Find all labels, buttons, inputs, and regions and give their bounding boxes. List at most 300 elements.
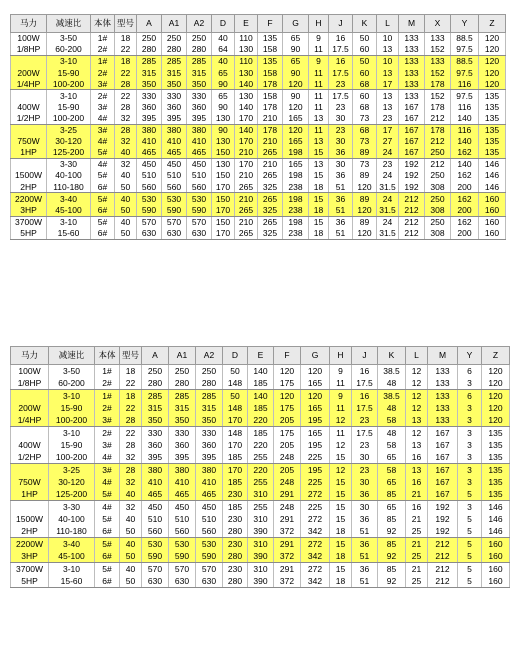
table-cell: 330: [187, 90, 212, 102]
table-cell: 25: [406, 575, 428, 588]
table-cell: 630: [187, 228, 212, 240]
table-cell: 167: [399, 113, 425, 125]
table-cell: 16: [352, 390, 378, 403]
power-cell: 3700W: [11, 216, 47, 228]
table-cell: 12: [330, 439, 352, 451]
table-cell: 50: [115, 228, 137, 240]
table-cell: 116: [451, 78, 479, 90]
table-cell: 285: [187, 56, 212, 68]
table-cell: 450: [169, 501, 196, 514]
table-cell: 272: [301, 513, 330, 525]
table-cell: 3: [458, 501, 482, 514]
table-cell: 195: [301, 414, 330, 427]
column-header: K: [378, 347, 406, 365]
table-cell: 280: [223, 550, 248, 563]
table-cell: 18: [120, 390, 142, 403]
table-cell: 28: [120, 414, 142, 427]
table-cell: 146: [479, 159, 506, 171]
table-cell: 510: [142, 513, 169, 525]
table-cell: 146: [479, 170, 506, 181]
power-cell: 3HP: [11, 550, 49, 563]
table-cell: 205: [274, 414, 301, 427]
table-cell: 40: [115, 170, 137, 181]
table-cell: 133: [428, 377, 458, 390]
table-cell: 2#: [95, 402, 120, 414]
table-cell: 135: [479, 113, 506, 125]
table-cell: 51: [352, 525, 378, 538]
table-cell: 116: [451, 102, 479, 113]
table-cell: 65: [212, 90, 235, 102]
table-cell: 120: [283, 78, 309, 90]
table-cell: 1#: [95, 390, 120, 403]
table-cell: 5#: [95, 513, 120, 525]
table-cell: 15: [330, 538, 352, 551]
table-cell: 16: [329, 33, 353, 45]
table-cell: 92: [378, 550, 406, 563]
table-cell: 73: [353, 136, 377, 147]
table-cell: 36: [352, 513, 378, 525]
table-cell: 17.5: [329, 90, 353, 102]
table-cell: 12: [406, 402, 428, 414]
table-cell: 31.5: [377, 181, 399, 193]
table-cell: 18: [309, 204, 329, 216]
table-cell: 13: [377, 102, 399, 113]
table-cell: 450: [142, 501, 169, 514]
table-cell: 90: [212, 102, 235, 113]
table-cell: 530: [142, 538, 169, 551]
table-cell: 36: [329, 147, 353, 159]
table-row: [11, 90, 506, 102]
power-cell: 2200W: [11, 193, 47, 205]
table-cell: 630: [137, 228, 162, 240]
table-cell: 167: [399, 147, 425, 159]
table-cell: 165: [283, 159, 309, 171]
table-cell: 135: [479, 90, 506, 102]
table-cell: 465: [187, 147, 212, 159]
table-cell: 160: [479, 193, 506, 205]
table-cell: 23: [329, 124, 353, 136]
power-cell: 1500W: [11, 513, 49, 525]
table-cell: 310: [248, 488, 274, 501]
table-cell: 380: [162, 124, 187, 136]
power-cell: 2200W: [11, 538, 49, 551]
table-cell: 380: [137, 124, 162, 136]
table-cell: 160: [479, 204, 506, 216]
table-cell: 285: [196, 390, 223, 403]
table-cell: 162: [451, 216, 479, 228]
table-cell: 68: [353, 102, 377, 113]
table-cell: 36: [352, 538, 378, 551]
table-cell: 31.5: [377, 204, 399, 216]
power-cell: 100W: [11, 365, 49, 378]
dimension-table-1: [10, 14, 506, 240]
table-cell: 185: [248, 377, 274, 390]
table-cell: 21: [406, 538, 428, 551]
table-cell: 150: [212, 147, 235, 159]
table-cell: 210: [258, 113, 283, 125]
table-cell: 11: [330, 377, 352, 390]
table-cell: 590: [187, 204, 212, 216]
table-cell: 32: [120, 501, 142, 514]
table-cell: 170: [223, 414, 248, 427]
table-cell: 410: [142, 476, 169, 488]
table-cell: 200: [451, 228, 479, 240]
table-cell: 92: [378, 575, 406, 588]
table-cell: 280: [223, 575, 248, 588]
power-cell: 200W: [11, 402, 49, 414]
table-cell: 410: [187, 136, 212, 147]
table-cell: 135: [258, 56, 283, 68]
table-cell: 12: [406, 377, 428, 390]
table-cell: 280: [223, 525, 248, 538]
table-cell: 28: [115, 102, 137, 113]
table-cell: 330: [137, 90, 162, 102]
table-cell: 590: [162, 204, 187, 216]
table-cell: 3#: [91, 102, 115, 113]
table-cell: 395: [187, 113, 212, 125]
table-cell: 65: [378, 476, 406, 488]
table-cell: 120: [353, 204, 377, 216]
table-cell: 135: [482, 476, 510, 488]
table-row: [11, 170, 506, 181]
table-cell: 40: [120, 538, 142, 551]
table-cell: 1#: [91, 56, 115, 68]
table-row: [11, 563, 510, 576]
table-cell: 165: [301, 377, 330, 390]
table-cell: 178: [258, 124, 283, 136]
table-cell: 146: [482, 525, 510, 538]
table-1-header: [11, 15, 506, 33]
table-cell: 36: [352, 563, 378, 576]
table-cell: 325: [258, 181, 283, 193]
table-cell: 350: [142, 414, 169, 427]
table-cell: 120: [482, 365, 510, 378]
table-cell: 1#: [95, 365, 120, 378]
table-cell: 465: [137, 147, 162, 159]
table-row: [11, 147, 506, 159]
table-cell: 40: [120, 488, 142, 501]
table-cell: 212: [399, 216, 425, 228]
table-cell: 148: [223, 377, 248, 390]
table-cell: 40: [120, 513, 142, 525]
table-cell: 13: [406, 439, 428, 451]
table-cell: 120: [479, 33, 506, 45]
table-cell: 9: [309, 33, 329, 45]
table-cell: 325: [258, 228, 283, 240]
table-row: [11, 365, 510, 378]
table-cell: 120: [479, 78, 506, 90]
table-cell: 85: [378, 488, 406, 501]
table-cell: 110-180: [47, 181, 91, 193]
table-cell: 60-200: [49, 377, 95, 390]
table-cell: 2#: [95, 427, 120, 440]
table-cell: 285: [162, 56, 187, 68]
table-cell: 18: [115, 56, 137, 68]
table-cell: 13: [406, 414, 428, 427]
table-cell: 48: [378, 427, 406, 440]
table-cell: 380: [142, 464, 169, 477]
table-cell: 530: [196, 538, 223, 551]
table-cell: 3-50: [47, 33, 91, 45]
table-cell: 238: [283, 204, 309, 216]
table-cell: 11: [309, 67, 329, 78]
table-cell: 50: [115, 204, 137, 216]
table-cell: 255: [248, 476, 274, 488]
column-header: 马力: [11, 15, 47, 33]
table-cell: 135: [479, 102, 506, 113]
table-cell: 88.5: [451, 33, 479, 45]
table-cell: 22: [120, 427, 142, 440]
column-header: M: [428, 347, 458, 365]
table-cell: 135: [258, 33, 283, 45]
power-cell: 1HP: [11, 147, 47, 159]
table-cell: 170: [212, 204, 235, 216]
table-cell: 13: [377, 44, 399, 56]
table-cell: 22: [115, 44, 137, 56]
table-cell: 510: [169, 513, 196, 525]
table-cell: 22: [120, 402, 142, 414]
table-cell: 30: [352, 476, 378, 488]
table-cell: 170: [235, 159, 258, 171]
power-cell: 1/8HP: [11, 44, 47, 56]
table-cell: 248: [274, 476, 301, 488]
table-cell: 125-200: [49, 488, 95, 501]
table-cell: 125-200: [47, 147, 91, 159]
table-cell: 50: [353, 56, 377, 68]
table-cell: 560: [187, 181, 212, 193]
table-cell: 158: [258, 67, 283, 78]
column-header: A1: [169, 347, 196, 365]
table-cell: 5#: [95, 563, 120, 576]
table-cell: 530: [187, 193, 212, 205]
table-cell: 560: [137, 181, 162, 193]
table-cell: 315: [169, 402, 196, 414]
table-row: [11, 33, 506, 45]
table-cell: 160: [479, 228, 506, 240]
table-cell: 15: [309, 216, 329, 228]
table-row: [11, 216, 506, 228]
table-cell: 3-10: [49, 563, 95, 576]
table-cell: 60: [353, 67, 377, 78]
table-cell: 73: [353, 159, 377, 171]
table-cell: 120: [479, 44, 506, 56]
table-cell: 9: [330, 365, 352, 378]
table-cell: 133: [428, 414, 458, 427]
table-cell: 10: [377, 33, 399, 45]
table-cell: 65: [378, 451, 406, 464]
table-row: [11, 56, 506, 68]
table-row: [11, 159, 506, 171]
table-cell: 315: [142, 402, 169, 414]
table-cell: 90: [283, 67, 309, 78]
table-2-header: [11, 347, 510, 365]
table-cell: 5: [458, 575, 482, 588]
column-header: 本体: [91, 15, 115, 33]
table-cell: 212: [425, 136, 451, 147]
table-cell: 570: [187, 216, 212, 228]
table-cell: 120: [482, 377, 510, 390]
table-cell: 6#: [95, 525, 120, 538]
table-cell: 11: [309, 78, 329, 90]
table-cell: 130: [212, 159, 235, 171]
table-cell: 160: [482, 538, 510, 551]
table-cell: 18: [309, 181, 329, 193]
table-cell: 50: [223, 365, 248, 378]
table-cell: 3: [458, 476, 482, 488]
table-cell: 36: [352, 488, 378, 501]
column-header: 本体: [95, 347, 120, 365]
table-cell: 85: [378, 538, 406, 551]
table-cell: 15: [330, 476, 352, 488]
table-cell: 158: [258, 44, 283, 56]
table-cell: 30: [352, 451, 378, 464]
table-cell: 3: [458, 439, 482, 451]
table-cell: 212: [428, 538, 458, 551]
table-cell: 100-200: [47, 113, 91, 125]
column-header: D: [212, 15, 235, 33]
table-cell: 12: [406, 365, 428, 378]
power-cell: 5HP: [11, 228, 47, 240]
table-cell: 280: [187, 44, 212, 56]
table-cell: 630: [169, 575, 196, 588]
table-cell: 315: [137, 67, 162, 78]
table-cell: 135: [479, 147, 506, 159]
table-cell: 360: [196, 439, 223, 451]
table-cell: 16: [329, 56, 353, 68]
table-cell: 308: [425, 228, 451, 240]
table-cell: 178: [425, 78, 451, 90]
table-cell: 36: [329, 170, 353, 181]
power-cell: 1/4HP: [11, 78, 47, 90]
table-cell: 15-60: [49, 575, 95, 588]
table-cell: 185: [223, 451, 248, 464]
table-cell: 3-10: [49, 427, 95, 440]
table-cell: 6: [458, 365, 482, 378]
table-cell: 165: [283, 113, 309, 125]
table-cell: 13: [377, 67, 399, 78]
table-cell: 133: [428, 390, 458, 403]
table-cell: 13: [309, 159, 329, 171]
table-cell: 28: [115, 124, 137, 136]
table-cell: 330: [196, 427, 223, 440]
table-cell: 178: [258, 102, 283, 113]
table-cell: 248: [274, 451, 301, 464]
table-cell: 590: [196, 550, 223, 563]
table-cell: 225: [301, 476, 330, 488]
table-cell: 390: [248, 550, 274, 563]
table-cell: 291: [274, 488, 301, 501]
table-cell: 130: [235, 67, 258, 78]
table-cell: 410: [169, 476, 196, 488]
table-cell: 570: [169, 563, 196, 576]
table-cell: 315: [196, 402, 223, 414]
table-cell: 64: [212, 44, 235, 56]
column-header: Z: [482, 347, 510, 365]
table-cell: 31.5: [377, 228, 399, 240]
table-cell: 120: [301, 365, 330, 378]
table-cell: 158: [258, 90, 283, 102]
table-cell: 395: [162, 113, 187, 125]
column-header: H: [330, 347, 352, 365]
table-cell: 40: [115, 147, 137, 159]
table-cell: 1#: [91, 33, 115, 45]
table-cell: 220: [248, 464, 274, 477]
column-header: X: [425, 15, 451, 33]
power-cell: 100W: [11, 33, 47, 45]
power-cell: 1/2HP: [11, 113, 47, 125]
table-cell: 24: [377, 170, 399, 181]
table-cell: 175: [274, 377, 301, 390]
table-row: [11, 550, 510, 563]
table-cell: 2#: [91, 90, 115, 102]
table-cell: 170: [223, 439, 248, 451]
power-cell: 2HP: [11, 525, 49, 538]
table-cell: 265: [258, 216, 283, 228]
table-cell: 120: [482, 414, 510, 427]
table-cell: 210: [258, 159, 283, 171]
table-cell: 3-10: [49, 390, 95, 403]
table-cell: 140: [248, 365, 274, 378]
table-cell: 15-90: [49, 402, 95, 414]
table-cell: 51: [329, 228, 353, 240]
table-cell: 230: [223, 538, 248, 551]
table-cell: 15-90: [49, 439, 95, 451]
table-cell: 25: [406, 525, 428, 538]
table-cell: 230: [223, 488, 248, 501]
table-cell: 11: [330, 402, 352, 414]
table-cell: 48: [378, 377, 406, 390]
column-header: J: [329, 15, 353, 33]
table-cell: 630: [196, 575, 223, 588]
table-cell: 3-25: [49, 464, 95, 477]
table-cell: 272: [301, 563, 330, 576]
table-cell: 265: [235, 181, 258, 193]
column-header: M: [399, 15, 425, 33]
power-cell: 1/2HP: [11, 451, 49, 464]
table-cell: 140: [451, 136, 479, 147]
table-cell: 60: [353, 90, 377, 102]
table-cell: 192: [428, 513, 458, 525]
table-cell: 30: [352, 501, 378, 514]
table-cell: 23: [352, 439, 378, 451]
table-cell: 58: [378, 414, 406, 427]
table-cell: 40: [212, 56, 235, 68]
table-cell: 162: [451, 193, 479, 205]
table-row: [11, 427, 510, 440]
table-cell: 238: [283, 181, 309, 193]
table-cell: 160: [479, 216, 506, 228]
table-cell: 225: [301, 501, 330, 514]
table-cell: 238: [283, 228, 309, 240]
table-cell: 18: [115, 33, 137, 45]
table-cell: 5: [458, 563, 482, 576]
table-cell: 212: [399, 204, 425, 216]
table-cell: 6#: [95, 550, 120, 563]
table-cell: 200: [451, 204, 479, 216]
table-cell: 212: [428, 575, 458, 588]
table-cell: 116: [451, 124, 479, 136]
table-cell: 17.5: [329, 44, 353, 56]
table-cell: 85: [378, 513, 406, 525]
table-cell: 167: [399, 124, 425, 136]
table-cell: 210: [235, 147, 258, 159]
table-cell: 465: [196, 488, 223, 501]
table-row: [11, 78, 506, 90]
table-cell: 133: [428, 402, 458, 414]
table-cell: 133: [399, 44, 425, 56]
table-row: [11, 67, 506, 78]
table-cell: 3: [458, 377, 482, 390]
